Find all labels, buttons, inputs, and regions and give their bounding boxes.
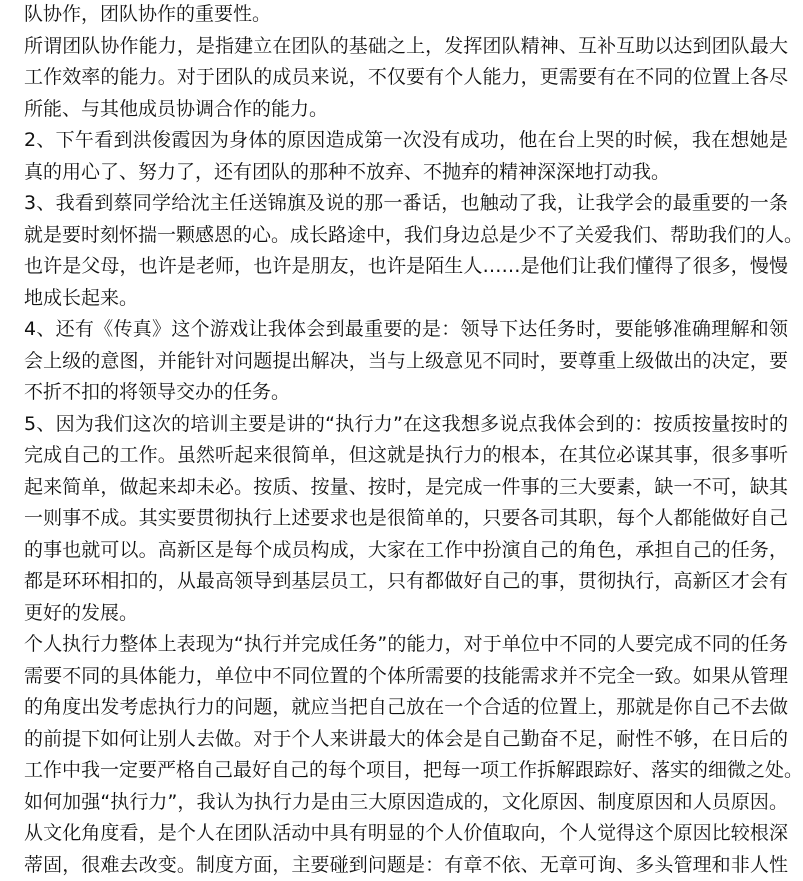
text-line: 都是环环相扣的，从最高领导到基层员工，只有都做好自己的事，贯彻执行，高新区才会有 bbox=[24, 566, 788, 598]
text-line: 所能、与其他成员协调合作的能力。 bbox=[24, 94, 788, 126]
text-line: 如何加强“执行力”，我认为执行力是由三大原因造成的，文化原因、制度原因和人员原因。 bbox=[24, 787, 788, 819]
text-line: 工作效率的能力。对于团队的成员来说，不仅要有个人能力，更需要有在不同的位置上各尽 bbox=[24, 62, 788, 94]
text-line: 4、还有《传真》这个游戏让我体会到最重要的是：领导下达任务时，要能够准确理解和领 bbox=[24, 314, 788, 346]
text-line: 2、下午看到洪俊霞因为身体的原因造成第一次没有成功，他在台上哭的时候，我在想她是 bbox=[24, 125, 788, 157]
text-line: 的角度出发考虑执行力的问题，就应当把自己放在一个合适的位置上，那就是你自己不去做 bbox=[24, 692, 788, 724]
text-line: 工作中我一定要严格自己最好自己的每个项目，把每一项工作拆解跟踪好、落实的细微之处。 bbox=[24, 755, 788, 787]
text-line: 就是要时刻怀揣一颗感恩的心。成长路途中，我们身边总是少不了关爱我们、帮助我们的人。 bbox=[24, 220, 788, 252]
text-line: 所谓团队协作能力，是指建立在团队的基础之上，发挥团队精神、互补互助以达到团队最大 bbox=[24, 31, 788, 63]
text-line: 3、我看到蔡同学给沈主任送锦旗及说的那一番话，也触动了我，让我学会的最重要的一条 bbox=[24, 188, 788, 220]
text-line: 起来简单，做起来却未必。按质、按量、按时，是完成一件事的三大要素，缺一不可，缺其 bbox=[24, 472, 788, 504]
text-line: 需要不同的具体能力，单位中不同位置的个体所需要的技能需求并不完全一致。如果从管理 bbox=[24, 661, 788, 693]
text-line: 的事也就可以。高新区是每个成员构成，大家在工作中扮演自己的角色，承担自己的任务， bbox=[24, 535, 788, 567]
text-line: 地成长起来。 bbox=[24, 283, 788, 315]
text-line: 从文化角度看，是个人在团队活动中具有明显的个人价值取向，个人觉得这个原因比较根深 bbox=[24, 818, 788, 850]
text-line: 个人执行力整体上表现为“执行并完成任务”的能力，对于单位中不同的人要完成不同的任务 bbox=[24, 629, 788, 661]
text-line: 也许是父母，也许是老师，也许是朋友，也许是陌生人……是他们让我们懂得了很多，慢慢 bbox=[24, 251, 788, 283]
text-line: 一则事不成。其实要贯彻执行上述要求也是很简单的，只要各司其职，每个人都能做好自己 bbox=[24, 503, 788, 535]
text-line: 的前提下如何让别人去做。对于个人来讲最大的体会是自己勤奋不足，耐性不够，在日后的 bbox=[24, 724, 788, 756]
text-line: 队协作，团队协作的重要性。 bbox=[24, 0, 788, 31]
document-body bbox=[24, 0, 788, 881]
text-line: 完成自己的工作。虽然听起来很简单，但这就是执行力的根本，在其位必谋其事，很多事听 bbox=[24, 440, 788, 472]
text-line: 真的用心了、努力了，还有团队的那种不放弃、不抛弃的精神深深地打动我。 bbox=[24, 157, 788, 189]
text-line: 不折不扣的将领导交办的任务。 bbox=[24, 377, 788, 409]
text-line: 更好的发展。 bbox=[24, 598, 788, 630]
text-line: 5、因为我们这次的培训主要是讲的“执行力”在这我想多说点我体会到的：按质按量按时的 bbox=[24, 409, 788, 441]
text-line: 会上级的意图，并能针对问题提出解决，当与上级意见不同时，要尊重上级做出的决定，要 bbox=[24, 346, 788, 378]
text-line: 蒂固，很难去改变。制度方面，主要碰到问题是：有章不依、无章可询、多头管理和非人性 bbox=[24, 850, 788, 881]
